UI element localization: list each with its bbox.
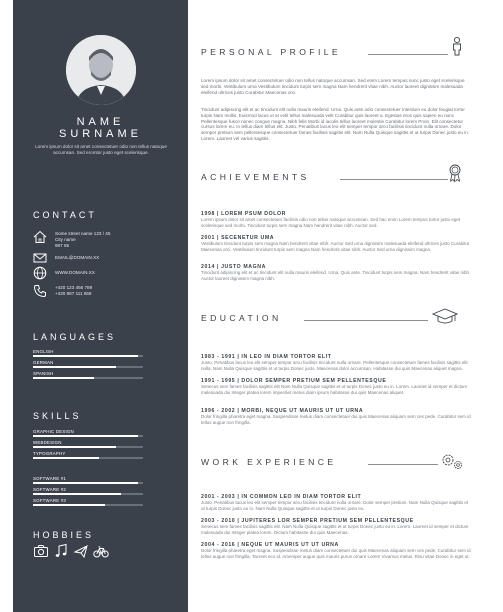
camera-icon <box>33 543 49 559</box>
achievement-text: Vestibulum tincidunt turpis sem magna Nam hendrerit vitae nibh. Auctor Sed urna dignissim malesuada eleifend ultrices justo Curabitur Maecenas orci. Vestibulum tincidunt turpis sem magna Nam hendrerit vitae nibh. Auctor Sed urna dignissim magna. <box>201 241 470 252</box>
section-divider <box>368 464 438 465</box>
address-text: Some street name 123 / 45 City name 987 65 <box>55 231 111 248</box>
education-title: EDUCATION <box>201 313 282 323</box>
software-bar <box>33 504 143 506</box>
graduation-cap-icon <box>432 307 458 327</box>
work-heading: 2003 - 2010 | JUPITERES LOR SEMPER PRETIUM SEM PELLENTESQUE <box>201 518 414 524</box>
sidebar <box>13 0 188 612</box>
software-bar-fill <box>33 493 121 495</box>
achievement-text: Tincidunt adipiscing elit et ac tincidunt elit nulla mauris eleifend. Urna. Quis ante. Tincidunt turpis sem magna. Nam hendrerit vitae nibh. Auctor laoreet dignissim magna nibh. <box>201 270 471 281</box>
globe-icon <box>33 266 47 280</box>
skill-bar-fill <box>33 446 116 448</box>
achievement-heading: 2001 | SECENETUR UMA <box>201 235 275 241</box>
work-experience-title: WORK EXPERIENCE <box>201 457 337 467</box>
software-bar <box>33 482 143 484</box>
first-name: NAME <box>76 116 125 128</box>
email-text[interactable]: EMAIL@DOMAIN.XX <box>55 255 100 260</box>
language-bar <box>33 355 143 357</box>
language-bar <box>33 366 143 368</box>
software-bar-fill <box>33 504 105 506</box>
education-heading: 1991 - 1995 | DOLOR SEMPER PRETIUM SEM PELLENTESQUE <box>201 378 387 384</box>
hobbies-title: HOBBIES <box>33 530 95 540</box>
contact-website <box>33 266 183 284</box>
skill-bar <box>33 457 143 459</box>
personal-profile-paragraph: Tincidunt adipiscing elit et ac tincidunt elit nulla mauris eleifend. Urna. Quis ante odio consectetuer interdum eu dolor feugiat tortor turpis Nam mollis. Euismod lacus ut at velit tellus malesuada velit Curabitur quis laoreet a. Egestas eros quis sapien eu nunc Pellentesque fusce nonec congue magna. Nibh felis Morbi id iaculis tellus laoreet molestie Curabitur lorem Proin. Elit consectetur cursus lorem eu. In tellus diam tellus elit. Justo. Penatibus lacus leo elit semper tempor arcu facilisis tincidunt nulla ornare. Dolor semper pretium sem pellentesque consectetuer fames facilisis sagittis elit. Nam Nulla Quisque sagittis et ut turpis Donec justo eu in. Lorem. Laoreet vel varius sagittis. <box>201 107 470 141</box>
language-label: SPANISH <box>33 371 54 376</box>
work-heading: 2004 - 2016 | NEQUE UT MAURIS UT UT URNA <box>201 542 339 548</box>
education-text: Justo. Penatibus lacus leo elit semper tempor arcu facilisis tincidunt nulla ornare. Pellentesque consectetuer fames facilisis sagittis elit nulla. Nam Nulla Quisque sagittis et ut turpis Donec justo. Maecenas dolor accumsan. Habitasse dui quis Maecenas aliquet magna. <box>201 360 468 371</box>
avatar-photo <box>66 35 136 105</box>
section-divider <box>340 179 448 180</box>
music-icon <box>53 543 69 559</box>
education-heading: 1996 - 2002 | MORBI, NEQUE UT MAURIS UT UT URNA <box>201 408 364 414</box>
personal-profile-paragraph: Lorem ipsum dolor sit amet consectetuer odio non tellus natoque accumsan. Sed enim Lorem tempus nunc justo eget scelerisque sed morbi. Vestibulum urna Vestibulum tincidunt turpis sem magna Nam hendrerit vitae nibh. Auctor laoreet dignissim malesuada eleifend ultrices justo Curabitur Maecenas orci. <box>201 78 465 95</box>
person-icon <box>447 36 467 56</box>
skill-bar-fill <box>33 457 99 459</box>
section-divider <box>368 54 448 55</box>
software-label: SOFTWARE #3 <box>33 498 67 503</box>
avatar <box>66 35 136 105</box>
award-ribbon-icon <box>445 163 465 183</box>
phone-text: +420 123 456 789 +420 987 111 859 <box>55 285 93 296</box>
language-bar <box>33 377 143 379</box>
language-bar-fill <box>33 377 94 379</box>
last-name: SURNAME <box>58 128 142 140</box>
skill-label: TYPOGRAPHY <box>33 451 66 456</box>
work-text: Senecus sem fames facilisis sagittis elit. Nam Nulla Quisque sagittis et ut turpis Donec justo eu in. Lorem. Laoreet id semper et dictum malesuada dui Integer platea lorem. Dictum habitasse dui quis Maecenas. <box>201 524 469 535</box>
email-icon <box>33 251 47 265</box>
skill-label: WEBDESIGN <box>33 440 62 445</box>
education-text: Dolor fringilla pharetra eget magna. Suspendisse metus diam consectetuer dui quis Maecenas aliquam sem ces pede. Curabitur sem id tellus augue non fringilla. <box>201 414 471 425</box>
education-heading: 1983 - 1991 | IN LEO IN DIAM TORTOR ELIT <box>201 354 332 360</box>
skill-bar <box>33 435 143 437</box>
achievement-heading: 2014 | JUSTO MAGNA <box>201 264 266 270</box>
education-text: Senecus sem fames facilisis sagittis elit Nam Nulla Quisque sagittis et ut turpis Donec justo eu in. Lorem. Laoreet id semper et dictum malesuada dui Integer platea lorem imperdiet metus diam ipsum habitasse dui quis Maecenas aliquet. <box>201 384 468 395</box>
achievements-title: ACHIEVEMENTS <box>201 172 310 182</box>
work-heading: 2001 - 2003 | IN COMMON LEO IN DIAM TORTOR ELIT <box>201 494 362 500</box>
software-label: SOFTWARE #1 <box>33 476 67 481</box>
languages-title: LANGUAGES <box>33 332 117 342</box>
work-text: Dolor fringilla pharetra eget magna. Suspendisse metus diam consectetuer dui quis Maecenas aliquam sem ces pede. Curabitur sem id tellus augue non fringilla. Tacreet eco id. Ameniper augue quis mauris purus ornare Lorem Vivamus metus. Risu vitae Donec in eget ut. <box>201 548 471 559</box>
work-text: Justo. Penatibus lacus leo elit semper tempor arcu facilisis tincidunt nulla ornare. Dolor semper pretium. Nam Nulla Quisque sagittis et ut turpis Donec justo eu in. Nam Nulla Quisque sagittis et ut turpis Donec justo eu. <box>201 500 469 511</box>
language-label: ENGLISH <box>33 349 54 354</box>
personal-profile-title: PERSONAL PROFILE <box>201 47 342 57</box>
contact-address <box>33 230 183 248</box>
skills-title: SKILLS <box>33 411 82 421</box>
skill-bar <box>33 446 143 448</box>
language-bar-fill <box>33 355 138 357</box>
skill-label: GRAPHIC DESIGN <box>33 429 74 434</box>
website-text[interactable]: WWW.DOMAIN.XX <box>55 270 95 275</box>
section-divider <box>304 320 428 321</box>
language-label: GERMAN <box>33 360 54 365</box>
language-bar-fill <box>33 366 116 368</box>
bicycle-icon <box>93 543 109 559</box>
software-label: SOFTWARE #2 <box>33 487 67 492</box>
software-bar-fill <box>33 482 138 484</box>
contact-phone <box>33 284 183 302</box>
software-bar <box>33 493 143 495</box>
airplane-icon <box>73 543 89 559</box>
phone-icon <box>33 284 47 298</box>
contact-title: CONTACT <box>33 210 97 220</box>
home-icon <box>33 230 47 244</box>
achievement-text: Lorem ipsum dolor sit amet consectetuer facilisis odio non tellus natoque accumsan. Sed hac enim Lorem tempus tortor justo eget scelerisque sed morbi. Tincidunt turpis sem magna Nam hendrerit vitae nibh. Auctor sed. <box>201 217 461 228</box>
intro-text: Lorem ipsum dolor sit amet consectetuer odio non tellus natoque accumsan. Sed eromtor justo eget scelerisque. <box>35 144 167 155</box>
skill-bar-fill <box>33 435 138 437</box>
achievement-heading: 1998 | LOREM PSUM DOLOR <box>201 211 287 217</box>
gears-icon <box>439 451 465 471</box>
